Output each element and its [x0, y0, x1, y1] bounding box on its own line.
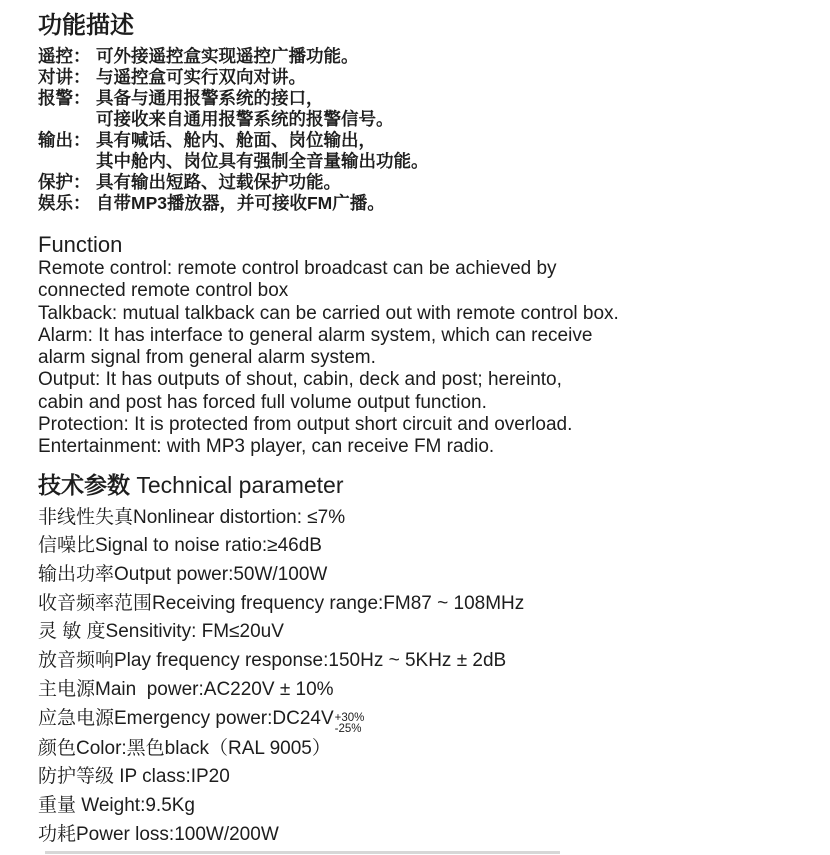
tech-parameter-title [38, 472, 806, 498]
param-main-power: 主电源Main power:AC220V ± 10% [38, 678, 334, 700]
feature-label: 遥控： [38, 46, 91, 66]
feature-text: 具备与通用报警系统的接口， [96, 88, 324, 108]
function-zh-title: 功能描述 [38, 12, 134, 39]
feature-label: 保护： [38, 172, 91, 192]
feature-label: 输出： [38, 130, 91, 150]
param-weight: 重量 Weight:9.5Kg [38, 795, 196, 816]
param-emergency-power-text: 应急电源Emergency power:DC24V [38, 707, 334, 729]
feature-text: 具有输出短路、过载保护功能。 [96, 172, 341, 192]
tech-parameter-title-zh: 技术参数 [38, 471, 130, 498]
function-en-line: Protection: It is protected from output short circuit and overload. [38, 414, 573, 436]
feature-label: 报警： [38, 88, 91, 108]
param-output-power: 输出功率Output power:50W/100W [38, 564, 328, 586]
param-play-frequency-response: 放音频响Play frequency response:150Hz ~ 5KHz ± 2dB [38, 650, 507, 672]
feature-row [38, 172, 806, 193]
param-emergency-power [38, 705, 806, 735]
feature-text: 具有喊话、舱内、舱面、岗位输出， [96, 130, 376, 150]
tolerance-upper: +30% [334, 711, 365, 724]
function-en-list [38, 258, 806, 459]
feature-text: 可接收来自通用报警系统的报警信号。 [96, 109, 394, 129]
param-ip-class: 防护等级 IP class:IP20 [38, 766, 230, 788]
feature-text: 可外接遥控盒实现遥控广播功能。 [96, 46, 359, 66]
feature-row [38, 67, 806, 88]
cutoff-artifact-bar [45, 851, 560, 854]
feature-text: 与遥控盒可实行双向对讲。 [96, 67, 306, 87]
function-en-line: connected remote control box [38, 280, 289, 302]
feature-row-continuation [38, 109, 806, 130]
function-en-line: Entertainment: with MP3 player, can receive FM radio. [38, 436, 495, 458]
param-signal-noise-ratio: 信噪比Signal to noise ratio:≥46dB [38, 535, 322, 557]
function-en-line: Remote control: remote control broadcast can be achieved by [38, 258, 557, 279]
param-nonlinear-distortion: 非线性失真Nonlinear distortion: ≤7% [38, 506, 346, 528]
feature-label: 娱乐： [38, 193, 91, 213]
param-power-loss: 功耗Power loss:100W/200W [38, 823, 279, 845]
feature-row [38, 46, 806, 67]
feature-text: 自带MP3播放器，并可接收FM广播。 [96, 193, 385, 213]
param-receiving-frequency-range: 收音频率范围Receiving frequency range:FM87 ~ 108MHz [38, 592, 525, 614]
feature-text: 其中舱内、岗位具有强制全音量输出功能。 [96, 151, 429, 171]
feature-row [38, 130, 806, 151]
tech-parameter-title-en: Technical parameter [130, 471, 344, 498]
feature-row [38, 193, 806, 214]
function-en-title: Function [38, 232, 123, 257]
function-en-line: Talkback: mutual talkback can be carried out with remote control box. [38, 302, 619, 324]
function-en-line: alarm signal from general alarm system. [38, 347, 376, 369]
function-en-line: cabin and post has forced full volume output function. [38, 391, 487, 413]
function-zh-list [38, 46, 806, 214]
tech-parameter-list [38, 504, 806, 850]
feature-label: 对讲： [38, 67, 91, 87]
tolerance-stack [335, 713, 365, 735]
function-en-line: Output: It has outputs of shout, cabin, deck and post; hereinto, [38, 369, 562, 391]
function-en-line: Alarm: It has interface to general alarm system, which can receive [38, 324, 593, 346]
param-sensitivity: 灵 敏 度Sensitivity: FM≤20uV [38, 621, 284, 643]
feature-row-continuation [38, 151, 806, 172]
param-color: 颜色Color:黑色black（RAL 9005） [38, 737, 331, 759]
feature-row [38, 88, 806, 109]
tolerance-lower: -25% [334, 722, 362, 735]
